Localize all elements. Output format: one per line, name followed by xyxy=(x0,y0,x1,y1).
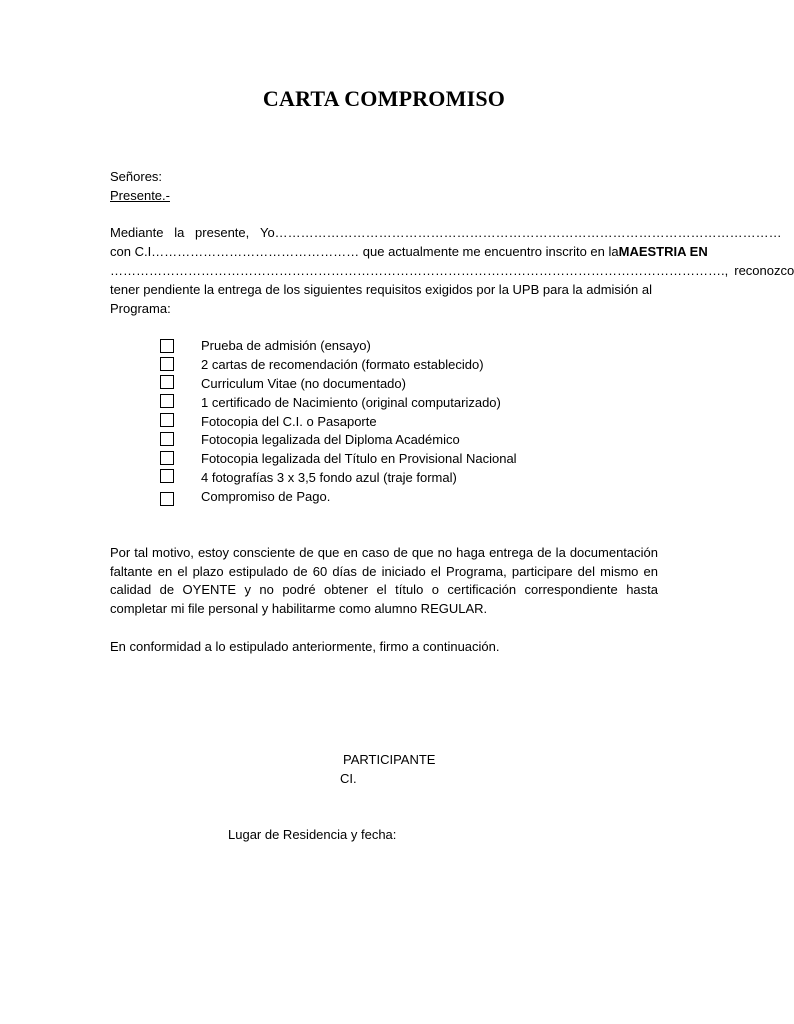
requirement-label: Curriculum Vitae (no documentado) xyxy=(201,376,406,391)
requirement-label: Fotocopia del C.I. o Pasaporte xyxy=(201,414,377,429)
requirement-checkbox[interactable] xyxy=(160,357,174,371)
program-name-label: MAESTRIA EN xyxy=(618,244,708,259)
motive-line-4: completar mi file personal y habilitarme como alumno REGULAR. xyxy=(110,601,488,616)
requirement-checkbox[interactable] xyxy=(160,432,174,446)
intro-dots: ……………………………………………………………………………………………………………………………., xyxy=(110,263,729,278)
conformity-statement: En conformidad a lo estipulado anteriormente, firmo a continuación. xyxy=(110,639,500,654)
intro-word: la xyxy=(174,225,185,240)
ci-label: CI. xyxy=(340,771,357,786)
requirement-label: Fotocopia legalizada del Diploma Académico xyxy=(201,432,460,447)
intro-word: Yo……………………………………………………………………………………………………… xyxy=(259,225,782,240)
participant-label: PARTICIPANTE xyxy=(343,752,436,767)
requirement-checkbox[interactable] xyxy=(160,451,174,465)
requirement-label: Prueba de admisión (ensayo) xyxy=(201,338,371,353)
salutation: Señores: xyxy=(110,169,163,184)
motive-line-2: faltante en el plazo estipulado de 60 días de iniciado el Programa, participare del mismo en xyxy=(110,564,658,579)
requirement-label: 1 certificado de Nacimiento (original computarizado) xyxy=(201,395,501,410)
requirement-checkbox[interactable] xyxy=(160,413,174,427)
intro-line-4: tener pendiente la entrega de los siguientes requisitos exigidos por la UPB para la admisión al xyxy=(110,282,652,297)
intro-line-2 xyxy=(110,242,708,261)
motive-line-3: calidad de OYENTE y no podré obtener el título o certificación correspondiente hasta xyxy=(110,582,658,597)
document-title: CARTA COMPROMISO xyxy=(262,86,506,111)
intro-line-3 xyxy=(110,261,794,280)
requirement-checkbox[interactable] xyxy=(160,469,174,483)
motive-line-1: Por tal motivo, estoy consciente de que en caso de que no haga entrega de la documentación xyxy=(110,545,658,560)
intro-line-5: Programa: xyxy=(110,301,171,316)
requirement-checkbox[interactable] xyxy=(160,394,174,408)
requirement-checkbox[interactable] xyxy=(160,375,174,389)
requirement-checkbox[interactable] xyxy=(160,339,174,353)
requirement-label: Fotocopia legalizada del Título en Provisional Nacional xyxy=(201,451,517,466)
requirement-checkbox[interactable] xyxy=(160,492,174,506)
intro-text: reconozco xyxy=(734,263,794,278)
intro-line-1 xyxy=(110,223,782,242)
intro-word: Mediante xyxy=(110,225,164,240)
requirement-label: 2 cartas de recomendación (formato establecido) xyxy=(201,357,484,372)
residence-date-label: Lugar de Residencia y fecha: xyxy=(228,827,397,842)
intro-word: presente, xyxy=(195,225,250,240)
intro-text: con C.I………………………………………… que actualmente me encuentro inscrito en la xyxy=(110,244,619,259)
requirement-label: 4 fotografías 3 x 3,5 fondo azul (traje formal) xyxy=(201,470,457,485)
presente-line: Presente.- xyxy=(110,188,170,203)
requirement-label: Compromiso de Pago. xyxy=(201,489,331,504)
